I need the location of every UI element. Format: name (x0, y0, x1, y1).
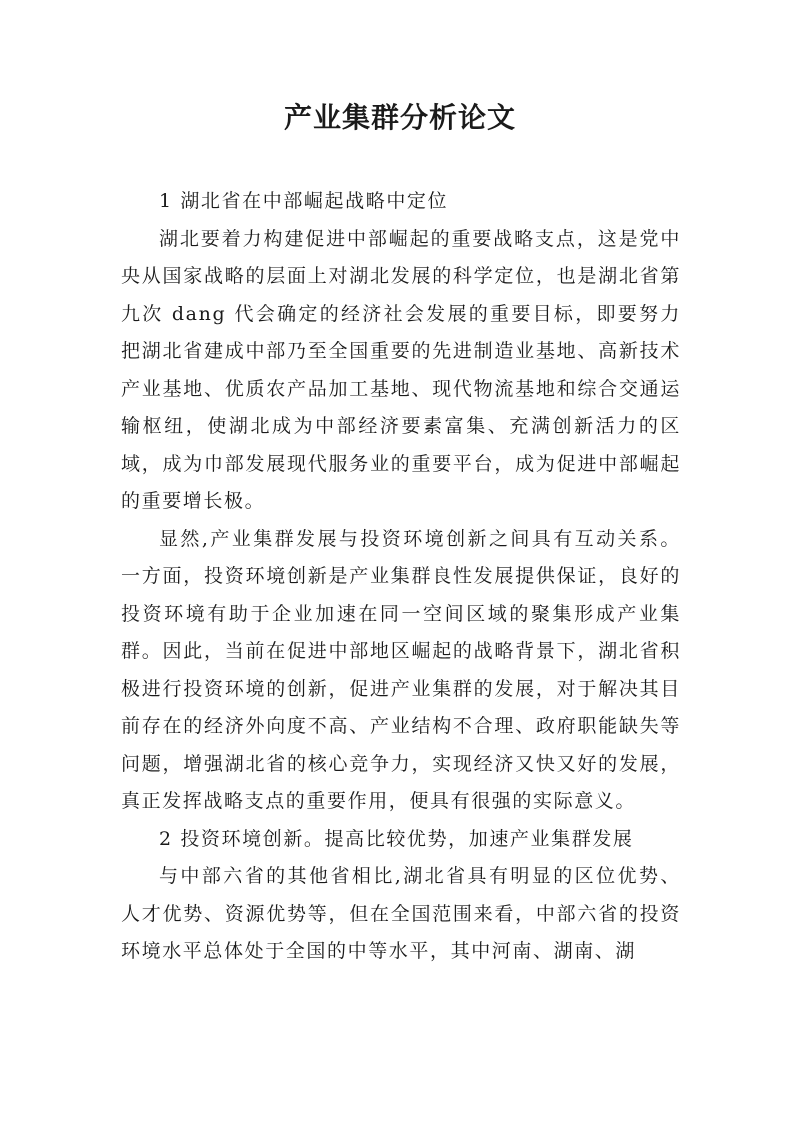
document-title: 产业集群分析论文 (283, 101, 516, 134)
paragraph-1: 湖北要着力构建促进中部崛起的重要战略支点，这是党中央从国家战略的层面上对湖北发展的科学定位，也是湖北省第九次 dang 代会确定的经济社会发展的重要目标，即要努力把湖北省建成中部乃至全国重要的先进制造业基地、高新技术产业基地、优质农产品加工基地、现代物流基地和综合交通运输枢纽，使湖北成为中部经济要素富集、充满创新活力的区域，成为巾部发展现代服务业的重要平台，成为促进中部崛起的重要增长极。 (121, 227, 681, 512)
paragraph-3: 与中部六省的其他省相比,湖北省具有明显的区位优势、人才优势、资源优势等，但在全国范围来看，中部六省的投资环境水平总体处于全国的中等水平，其中河南、湖南、湖 (121, 865, 681, 962)
paragraph-2: 显然,产业集群发展与投资环境创新之间具有互动关系。一方面，投资环境创新是产业集群良性发展提供保证，良好的投资环境有助于企业加速在同一空间区域的聚集形成产业集群。因此，当前在促进中部地区崛起的战略背景下，湖北省积极进行投资环境的创新，促进产业集群的发展，对于解决其目前存在的经济外向度不高、产业结构不合理、政府职能缺失等问题，增强湖北省的核心竞争力，实现经济又快又好的发展，真正发挥战略支点的重要作用，便具有很强的实际意义。 (121, 527, 681, 812)
section-heading-1: 1 湖北省在中部崛起战略中定位 (159, 190, 449, 212)
document-body (121, 183, 681, 971)
section-heading-2: 2 投资环境创新。提高比较优势，加速产业集群发展 (159, 827, 634, 850)
